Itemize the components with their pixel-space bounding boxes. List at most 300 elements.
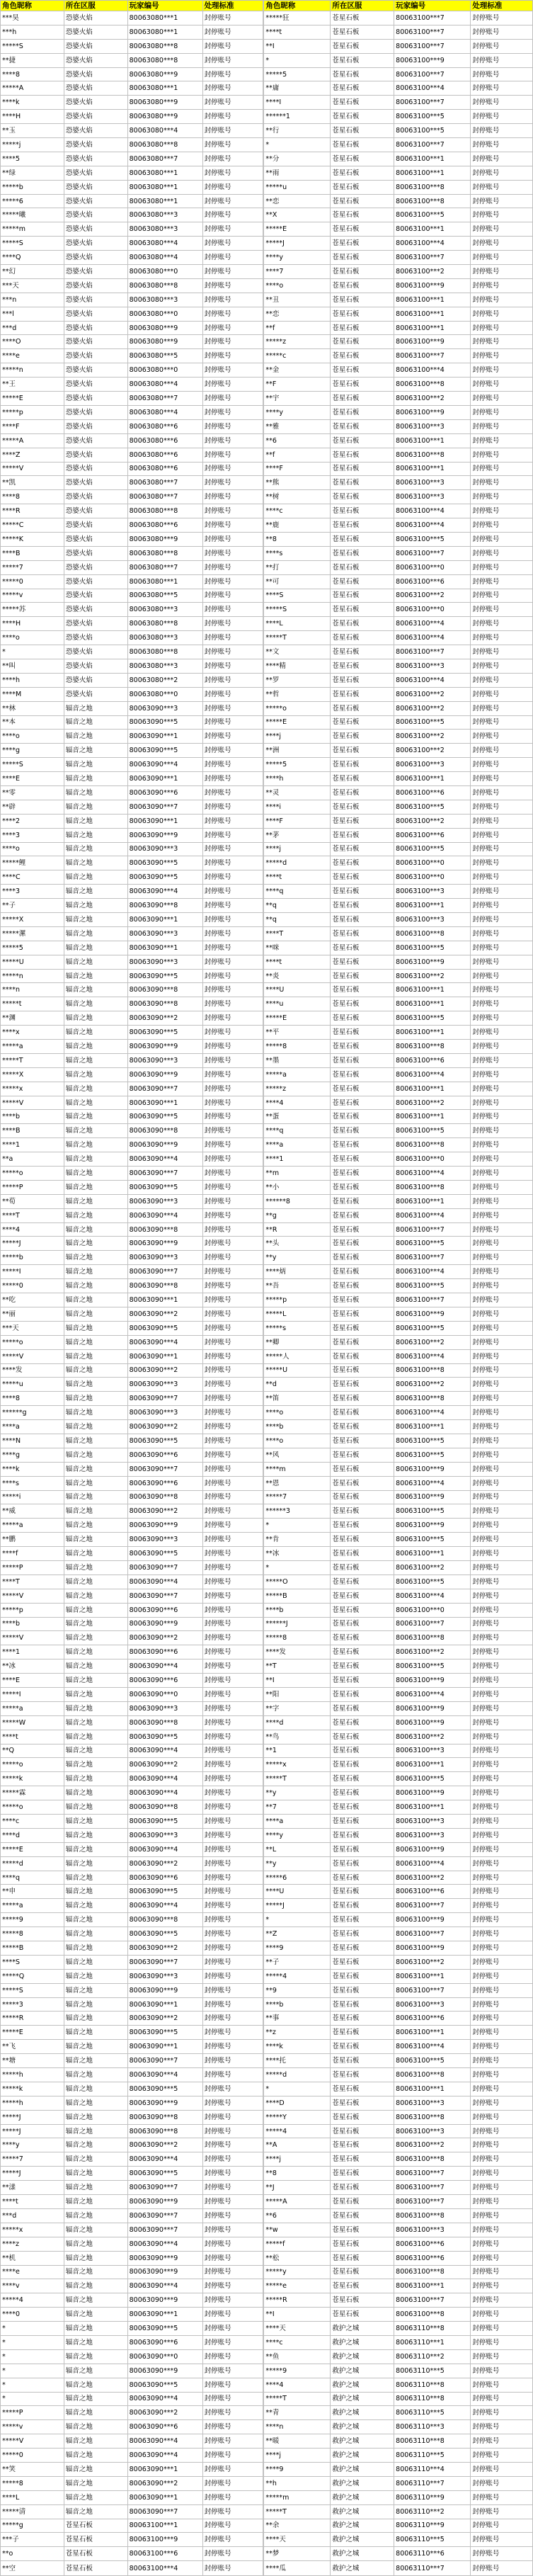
- left-nickname-cell: *****A: [1, 433, 64, 448]
- right-server-cell: 苍星石板: [331, 1913, 394, 1927]
- left-player-id-cell: 80063090***4: [127, 1574, 202, 1589]
- right-penalty-cell: 封停账号: [471, 1730, 533, 1744]
- right-player-id-cell: 80063100***7: [394, 2293, 471, 2308]
- left-player-id-cell: 80063090***2: [127, 1631, 202, 1645]
- left-player-id-cell: 80063090***1: [127, 1349, 202, 1363]
- left-penalty-cell: 封停账号: [202, 2349, 263, 2364]
- left-server-cell: 恐婆火焰: [64, 222, 127, 237]
- right-penalty-cell: 封停账号: [471, 2308, 533, 2322]
- left-nickname-cell: *: [1, 2392, 64, 2406]
- right-penalty-cell: 封停账号: [471, 1574, 533, 1589]
- right-player-id-cell: 80063100***3: [394, 1828, 471, 1842]
- left-penalty-cell: 封停账号: [202, 870, 263, 885]
- left-player-id-cell: 80063080***1: [127, 166, 202, 180]
- right-nickname-cell: **可: [263, 574, 330, 589]
- left-penalty-cell: 封停账号: [202, 1687, 263, 1701]
- left-nickname-cell: ****Q: [1, 251, 64, 265]
- left-nickname-cell: ****O: [1, 335, 64, 349]
- left-nickname-cell: *****V: [1, 1096, 64, 1110]
- right-nickname-cell: ******8: [263, 1194, 330, 1208]
- left-penalty-cell: 封停账号: [202, 1293, 263, 1307]
- right-server-cell: 救护之城: [331, 2434, 394, 2449]
- right-server-cell: 苍星石板: [331, 1335, 394, 1349]
- right-player-id-cell: 80063100***1: [394, 772, 471, 786]
- right-nickname-cell: ****9: [263, 2462, 330, 2476]
- right-player-id-cell: 80063100***7: [394, 645, 471, 659]
- left-server-cell: 恐婆火焰: [64, 335, 127, 349]
- left-penalty-cell: 封停账号: [202, 1167, 263, 1181]
- left-player-id-cell: 80063090***8: [127, 1800, 202, 1815]
- left-nickname-cell: **威: [1, 1504, 64, 1519]
- left-nickname-cell: *****A: [1, 81, 64, 96]
- right-server-cell: 苍星石板: [331, 1420, 394, 1434]
- right-penalty-cell: 封停账号: [471, 2026, 533, 2040]
- left-player-id-cell: 80063090***7: [127, 1589, 202, 1603]
- table-row: [1, 1167, 533, 1181]
- right-penalty-cell: 封停账号: [471, 1674, 533, 1688]
- right-server-cell: 苍星石板: [331, 2012, 394, 2026]
- left-nickname-cell: ****g: [1, 744, 64, 758]
- right-server-cell: 苍星石板: [331, 1490, 394, 1504]
- right-server-cell: 苍星石板: [331, 1617, 394, 1631]
- left-penalty-cell: 封停账号: [202, 1617, 263, 1631]
- left-penalty-cell: 封停账号: [202, 1983, 263, 1997]
- right-player-id-cell: 80063110***4: [394, 2462, 471, 2476]
- table-row: [1, 589, 533, 603]
- left-player-id-cell: 80063090***2: [127, 2012, 202, 2026]
- right-player-id-cell: 80063100***4: [394, 1067, 471, 1082]
- table-row: [1, 1026, 533, 1040]
- left-nickname-cell: *****7: [1, 2152, 64, 2167]
- left-server-cell: 辐音之地: [64, 2068, 127, 2082]
- right-server-cell: 苍星石板: [331, 53, 394, 67]
- left-server-cell: 恐婆火焰: [64, 251, 127, 265]
- table-row: [1, 744, 533, 758]
- table-row: [1, 1321, 533, 1335]
- table-row: [1, 1941, 533, 1956]
- right-server-cell: 救护之城: [331, 2349, 394, 2364]
- left-nickname-cell: **漾: [1, 2181, 64, 2195]
- right-server-cell: 苍星石板: [331, 1096, 394, 1110]
- right-server-cell: 苍星石板: [331, 1687, 394, 1701]
- left-nickname-cell: *****E: [1, 1842, 64, 1856]
- left-server-cell: 辐音之地: [64, 1574, 127, 1589]
- right-nickname-cell: **小: [263, 1180, 330, 1194]
- right-nickname-cell: *****8: [263, 1631, 330, 1645]
- left-player-id-cell: 80063090***4: [127, 2392, 202, 2406]
- left-penalty-cell: 封停账号: [202, 1744, 263, 1758]
- right-server-cell: 苍星石板: [331, 560, 394, 574]
- left-player-id-cell: 80063080***8: [127, 39, 202, 53]
- left-server-cell: 辐音之地: [64, 744, 127, 758]
- right-player-id-cell: 80063100***8: [394, 2208, 471, 2223]
- right-penalty-cell: 封停账号: [471, 1800, 533, 1815]
- table-row: [1, 673, 533, 687]
- right-nickname-cell: *****y: [263, 2265, 330, 2279]
- left-penalty-cell: 封停账号: [202, 2167, 263, 2181]
- left-nickname-cell: ****L: [1, 2490, 64, 2504]
- right-nickname-cell: *****B: [263, 1589, 330, 1603]
- left-nickname-cell: *****3: [1, 1997, 64, 2012]
- right-nickname-cell: **T: [263, 1659, 330, 1674]
- right-server-cell: 救护之城: [331, 2322, 394, 2336]
- left-server-cell: 恐婆火焰: [64, 265, 127, 279]
- left-player-id-cell: 80063090***3: [127, 842, 202, 856]
- table-row: [1, 1124, 533, 1138]
- right-player-id-cell: 80063100***5: [394, 1504, 471, 1519]
- table-row: [1, 2251, 533, 2265]
- left-nickname-cell: *****o: [1, 1167, 64, 1181]
- right-penalty-cell: 封停账号: [471, 1815, 533, 1829]
- left-penalty-cell: 封停账号: [202, 1026, 263, 1040]
- right-nickname-cell: ****F: [263, 462, 330, 476]
- right-player-id-cell: 80063100***0: [394, 603, 471, 617]
- table-row: [1, 1715, 533, 1730]
- left-nickname-cell: ****b: [1, 1110, 64, 1124]
- right-nickname-cell: *****J: [263, 1899, 330, 1913]
- right-server-cell: 苍星石板: [331, 885, 394, 899]
- right-nickname-cell: ******1: [263, 110, 330, 124]
- right-player-id-cell: 80063100***2: [394, 265, 471, 279]
- right-player-id-cell: 80063100***7: [394, 349, 471, 363]
- right-server-cell: 苍星石板: [331, 152, 394, 166]
- table-row: [1, 349, 533, 363]
- right-player-id-cell: 80063100***7: [394, 2195, 471, 2209]
- table-row: [1, 1589, 533, 1603]
- left-nickname-cell: ****E: [1, 1674, 64, 1688]
- right-player-id-cell: 80063100***2: [394, 392, 471, 406]
- right-server-cell: 苍星石板: [331, 1504, 394, 1519]
- left-nickname-cell: **辟: [1, 800, 64, 814]
- left-server-cell: 辐音之地: [64, 814, 127, 828]
- right-player-id-cell: 80063100***4: [394, 1265, 471, 1279]
- right-nickname-cell: *****9: [263, 2364, 330, 2378]
- table-row: [1, 278, 533, 293]
- left-penalty-cell: 封停账号: [202, 589, 263, 603]
- left-nickname-cell: *****p: [1, 1603, 64, 1617]
- table-row: [1, 1392, 533, 1406]
- right-penalty-cell: 封停账号: [471, 744, 533, 758]
- left-server-cell: 辐音之地: [64, 2308, 127, 2322]
- right-nickname-cell: **庸: [263, 81, 330, 96]
- left-penalty-cell: 封停账号: [202, 2110, 263, 2124]
- right-nickname-cell: ****y: [263, 1828, 330, 1842]
- left-nickname-cell: **空: [1, 2561, 64, 2576]
- left-player-id-cell: 80063080***0: [127, 265, 202, 279]
- table-row: [1, 1603, 533, 1617]
- right-nickname-cell: ****k: [263, 2040, 330, 2054]
- left-server-cell: 恐婆火焰: [64, 574, 127, 589]
- right-server-cell: 苍星石板: [331, 96, 394, 110]
- left-player-id-cell: 80063090***6: [127, 1603, 202, 1617]
- right-nickname-cell: **1: [263, 1744, 330, 1758]
- right-server-cell: 救护之城: [331, 2504, 394, 2519]
- left-server-cell: 辐音之地: [64, 969, 127, 983]
- left-penalty-cell: 封停账号: [202, 2322, 263, 2336]
- right-penalty-cell: 封停账号: [471, 2293, 533, 2308]
- table-row: [1, 2265, 533, 2279]
- left-penalty-cell: 封停账号: [202, 2237, 263, 2251]
- right-penalty-cell: 封停账号: [471, 1603, 533, 1617]
- right-server-cell: 救护之城: [331, 2490, 394, 2504]
- right-player-id-cell: 80063100***2: [394, 1560, 471, 1574]
- left-nickname-cell: ****c: [1, 1815, 64, 1829]
- right-player-id-cell: 80063100***2: [394, 1730, 471, 1744]
- right-nickname-cell: **恩: [263, 1476, 330, 1490]
- right-nickname-cell: ****9: [263, 1941, 330, 1956]
- right-player-id-cell: 80063110***1: [394, 2335, 471, 2349]
- right-player-id-cell: 80063100***8: [394, 180, 471, 194]
- left-player-id-cell: 80063090***3: [127, 1533, 202, 1547]
- table-row: [1, 814, 533, 828]
- right-server-cell: 苍星石板: [331, 67, 394, 81]
- right-player-id-cell: 80063110***9: [394, 2490, 471, 2504]
- right-nickname-cell: ****t: [263, 25, 330, 39]
- left-server-cell: 辐音之地: [64, 1560, 127, 1574]
- table-row: [1, 1237, 533, 1251]
- left-server-cell: 辐音之地: [64, 1885, 127, 1899]
- right-player-id-cell: 80063100***4: [394, 1687, 471, 1701]
- table-row: [1, 265, 533, 279]
- right-server-cell: 苍星石板: [331, 1772, 394, 1786]
- right-nickname-cell: ****U: [263, 1885, 330, 1899]
- left-player-id-cell: 80063090***5: [127, 1547, 202, 1561]
- left-player-id-cell: 80063080***7: [127, 392, 202, 406]
- table-row: [1, 856, 533, 870]
- left-player-id-cell: 80063090***3: [127, 1053, 202, 1067]
- header-server-right: 所在区服: [331, 1, 394, 11]
- right-nickname-cell: *****z: [263, 335, 330, 349]
- right-nickname-cell: ****a: [263, 1815, 330, 1829]
- right-nickname-cell: **雨: [263, 166, 330, 180]
- right-player-id-cell: 80063100***9: [394, 1462, 471, 1476]
- left-penalty-cell: 封停账号: [202, 1659, 263, 1674]
- left-nickname-cell: *****J: [1, 1237, 64, 1251]
- right-nickname-cell: **分: [263, 152, 330, 166]
- left-penalty-cell: 封停账号: [202, 1533, 263, 1547]
- left-nickname-cell: *****S: [1, 39, 64, 53]
- right-nickname-cell: **8: [263, 2167, 330, 2181]
- left-server-cell: 恐婆火焰: [64, 237, 127, 251]
- left-nickname-cell: ****e: [1, 349, 64, 363]
- table-row: [1, 2335, 533, 2349]
- table-row: [1, 1434, 533, 1448]
- right-penalty-cell: 封停账号: [471, 1067, 533, 1082]
- left-server-cell: 辐音之地: [64, 1744, 127, 1758]
- right-player-id-cell: 80063100***5: [394, 941, 471, 955]
- right-penalty-cell: 封停账号: [471, 518, 533, 533]
- left-player-id-cell: 80063090***7: [127, 2181, 202, 2195]
- table-row: [1, 574, 533, 589]
- right-server-cell: 苍星石板: [331, 1208, 394, 1222]
- left-nickname-cell: *****漯: [1, 926, 64, 941]
- left-nickname-cell: ****o: [1, 730, 64, 744]
- left-player-id-cell: 80063090***7: [127, 2054, 202, 2068]
- left-player-id-cell: 80063090***5: [127, 2026, 202, 2040]
- right-penalty-cell: 封停账号: [471, 504, 533, 518]
- right-player-id-cell: 80063100***9: [394, 335, 471, 349]
- right-player-id-cell: 80063100***3: [394, 2124, 471, 2138]
- right-server-cell: 苍星石板: [331, 405, 394, 419]
- right-player-id-cell: 80063100***6: [394, 2237, 471, 2251]
- right-server-cell: 苍星石板: [331, 941, 394, 955]
- table-row: [1, 2096, 533, 2110]
- table-row: [1, 1152, 533, 1167]
- left-penalty-cell: 封停账号: [202, 1321, 263, 1335]
- right-player-id-cell: 80063100***3: [394, 476, 471, 490]
- left-nickname-cell: ****h: [1, 673, 64, 687]
- left-penalty-cell: 封停账号: [202, 392, 263, 406]
- right-penalty-cell: 封停账号: [471, 1490, 533, 1504]
- left-penalty-cell: 封停账号: [202, 885, 263, 899]
- left-server-cell: 辐音之地: [64, 1800, 127, 1815]
- left-player-id-cell: 80063090***2: [127, 1011, 202, 1026]
- left-nickname-cell: *****苏: [1, 603, 64, 617]
- left-server-cell: 辐音之地: [64, 1941, 127, 1956]
- right-server-cell: 苍星石板: [331, 532, 394, 546]
- right-nickname-cell: ****瓜: [263, 2561, 330, 2576]
- right-player-id-cell: 80063100***3: [394, 2223, 471, 2237]
- left-server-cell: 恐婆火焰: [64, 392, 127, 406]
- left-player-id-cell: 80063090***9: [127, 2293, 202, 2308]
- left-server-cell: 辐音之地: [64, 885, 127, 899]
- table-row: [1, 2519, 533, 2533]
- left-penalty-cell: 封停账号: [202, 1913, 263, 1927]
- left-server-cell: 辐音之地: [64, 955, 127, 969]
- left-server-cell: 恐婆火焰: [64, 180, 127, 194]
- left-server-cell: 辐音之地: [64, 1547, 127, 1561]
- left-player-id-cell: 80063090***4: [127, 2237, 202, 2251]
- right-penalty-cell: 封停账号: [471, 1096, 533, 1110]
- right-server-cell: 苍星石板: [331, 1237, 394, 1251]
- left-player-id-cell: 80063090***1: [127, 730, 202, 744]
- left-nickname-cell: ****Z: [1, 448, 64, 462]
- right-nickname-cell: **w: [263, 2223, 330, 2237]
- left-server-cell: 恐婆火焰: [64, 645, 127, 659]
- right-player-id-cell: 80063100***7: [394, 546, 471, 560]
- right-server-cell: 苍星石板: [331, 1279, 394, 1293]
- left-player-id-cell: 80063090***7: [127, 1560, 202, 1574]
- right-player-id-cell: 80063100***8: [394, 2068, 471, 2082]
- table-row: [1, 110, 533, 124]
- right-nickname-cell: *****m: [263, 2490, 330, 2504]
- right-nickname-cell: **冰: [263, 1547, 330, 1561]
- right-server-cell: 苍星石板: [331, 899, 394, 913]
- left-penalty-cell: 封停账号: [202, 251, 263, 265]
- right-player-id-cell: 80063100***1: [394, 2082, 471, 2096]
- right-nickname-cell: ****t: [263, 870, 330, 885]
- left-player-id-cell: 80063090***1: [127, 2040, 202, 2054]
- left-penalty-cell: 封停账号: [202, 1490, 263, 1504]
- left-server-cell: 恐婆火焰: [64, 194, 127, 208]
- left-nickname-cell: ***d: [1, 321, 64, 335]
- left-penalty-cell: 封停账号: [202, 983, 263, 997]
- right-penalty-cell: 封停账号: [471, 265, 533, 279]
- right-server-cell: 苍星石板: [331, 1167, 394, 1181]
- left-player-id-cell: 80063080***5: [127, 589, 202, 603]
- right-penalty-cell: 封停账号: [471, 1237, 533, 1251]
- left-player-id-cell: 80063090***5: [127, 2167, 202, 2181]
- right-server-cell: 苍星石板: [331, 1053, 394, 1067]
- left-server-cell: 恐婆火焰: [64, 96, 127, 110]
- left-server-cell: 恐婆火焰: [64, 448, 127, 462]
- right-nickname-cell: ****4: [263, 2378, 330, 2392]
- left-player-id-cell: 80063100***9: [127, 2533, 202, 2547]
- left-nickname-cell: ****M: [1, 687, 64, 701]
- right-server-cell: 苍星石板: [331, 11, 394, 25]
- left-nickname-cell: *****m: [1, 222, 64, 237]
- right-nickname-cell: **卿: [263, 1335, 330, 1349]
- right-nickname-cell: *****a: [263, 1067, 330, 1082]
- left-penalty-cell: 封停账号: [202, 701, 263, 715]
- left-nickname-cell: *****n: [1, 969, 64, 983]
- right-player-id-cell: 80063100***6: [394, 1053, 471, 1067]
- left-player-id-cell: 80063090***4: [127, 2152, 202, 2167]
- left-penalty-cell: 封停账号: [202, 2138, 263, 2152]
- left-penalty-cell: 封停账号: [202, 631, 263, 645]
- right-server-cell: 苍星石板: [331, 758, 394, 772]
- right-nickname-cell: ****y: [263, 405, 330, 419]
- right-nickname-cell: **鱼: [263, 2349, 330, 2364]
- left-penalty-cell: 封停账号: [202, 546, 263, 560]
- left-nickname-cell: ****8: [1, 1392, 64, 1406]
- right-nickname-cell: *: [263, 53, 330, 67]
- table-row: [1, 687, 533, 701]
- left-server-cell: 辐音之地: [64, 1096, 127, 1110]
- table-row: [1, 462, 533, 476]
- left-nickname-cell: *: [1, 2378, 64, 2392]
- left-server-cell: 辐音之地: [64, 701, 127, 715]
- right-penalty-cell: 封停账号: [471, 490, 533, 504]
- right-nickname-cell: ****s: [263, 546, 330, 560]
- left-penalty-cell: 封停账号: [202, 1589, 263, 1603]
- left-player-id-cell: 80063090***5: [127, 1730, 202, 1744]
- left-player-id-cell: 80063090***4: [127, 1744, 202, 1758]
- left-penalty-cell: 封停账号: [202, 1194, 263, 1208]
- right-player-id-cell: 80063100***5: [394, 532, 471, 546]
- left-server-cell: 恐婆火焰: [64, 11, 127, 25]
- right-server-cell: 苍星石板: [331, 25, 394, 39]
- right-player-id-cell: 80063100***8: [394, 2265, 471, 2279]
- table-row: [1, 378, 533, 392]
- right-player-id-cell: 80063100***3: [394, 659, 471, 673]
- left-penalty-cell: 封停账号: [202, 659, 263, 673]
- left-penalty-cell: 封停账号: [202, 378, 263, 392]
- left-nickname-cell: *****S: [1, 237, 64, 251]
- right-penalty-cell: 封停账号: [471, 1715, 533, 1730]
- left-server-cell: 辐音之地: [64, 1067, 127, 1082]
- right-nickname-cell: *****d: [263, 2068, 330, 2082]
- left-nickname-cell: *****J: [1, 2167, 64, 2181]
- left-player-id-cell: 80063080***8: [127, 546, 202, 560]
- left-player-id-cell: 80063090***6: [127, 1674, 202, 1688]
- right-nickname-cell: **松: [263, 2251, 330, 2265]
- left-penalty-cell: 封停账号: [202, 2406, 263, 2420]
- table-row: [1, 1378, 533, 1392]
- left-nickname-cell: ****x: [1, 1026, 64, 1040]
- left-player-id-cell: 80063090***3: [127, 701, 202, 715]
- left-nickname-cell: *****u: [1, 1378, 64, 1392]
- left-player-id-cell: 80063090***6: [127, 1871, 202, 1885]
- left-penalty-cell: 封停账号: [202, 2504, 263, 2519]
- right-nickname-cell: ****i: [263, 800, 330, 814]
- right-player-id-cell: 80063100***1: [394, 293, 471, 307]
- left-player-id-cell: 80063080***1: [127, 11, 202, 25]
- left-server-cell: 恐婆火焰: [64, 546, 127, 560]
- right-player-id-cell: 80063100***4: [394, 81, 471, 96]
- left-server-cell: 辐音之地: [64, 2138, 127, 2152]
- left-penalty-cell: 封停账号: [202, 1392, 263, 1406]
